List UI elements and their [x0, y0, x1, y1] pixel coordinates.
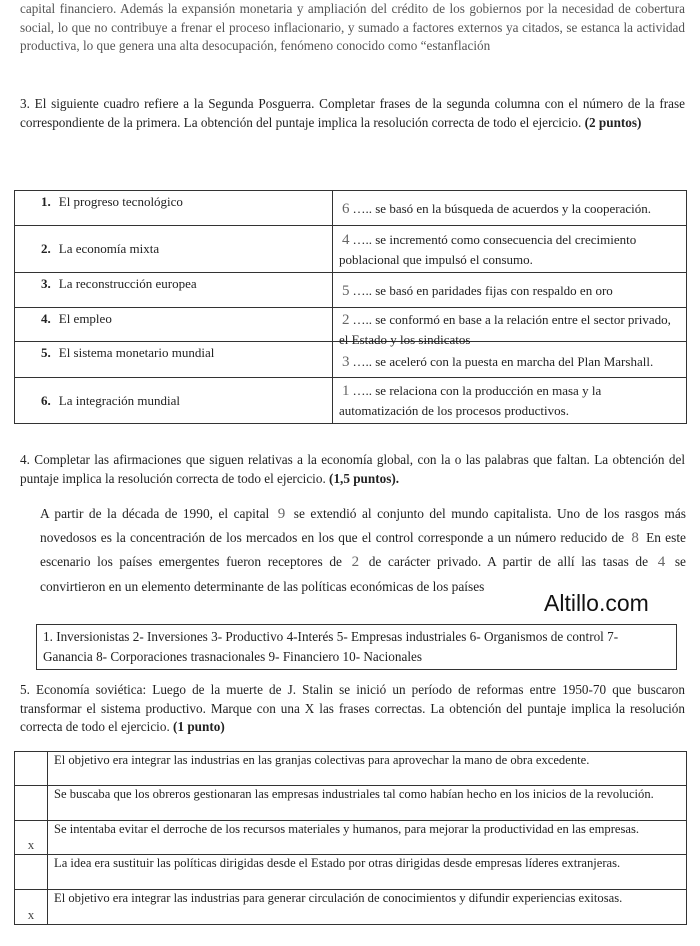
intro-paragraph: capital financiero. Además la expansión monetaria y ampliación del crédito de los gobiernos por la necesidad de cobertura social, lo que no contribuye a frenar el proceso inflacionario, y sumado a factores externos ya citados, se estanca la actividad productiva, lo que genera una alta desocupación, fenómeno conocido como “estanflación — [20, 1, 685, 53]
question-4-prompt — [20, 451, 685, 488]
row-number: 2. — [41, 241, 51, 256]
mark-cell[interactable] — [15, 752, 48, 786]
table-row — [15, 890, 687, 925]
table-row — [15, 273, 687, 308]
answer-number: 5 — [342, 283, 350, 299]
paragraph-text: se extendió al conjunto del mundo capitalista. Uno de los rasgos más novedosos es la concentración de los mercados en los que el control corresponde a un número reducido de — [40, 506, 687, 546]
left-cell — [15, 308, 333, 342]
question-3-points: (2 puntos) — [584, 114, 642, 130]
paragraph-text: En este escenario los países emergentes fueron receptores de — [40, 530, 686, 570]
statement-cell: Se intentaba evitar el derroche de los recursos materiales y humanos, para mejorar la productividad en las empresas. — [48, 821, 687, 855]
table-row — [15, 378, 687, 424]
question-4-points: (1,5 puntos). — [329, 470, 400, 486]
answer-number: 2 — [342, 312, 350, 328]
left-phrase: La integración mundial — [58, 392, 181, 408]
question-5-points: (1 punto) — [173, 719, 225, 734]
question-5-prompt — [20, 681, 685, 737]
question-3-prompt — [20, 95, 685, 132]
blank-answer: 8 — [631, 530, 639, 547]
left-cell — [15, 378, 333, 424]
statement-cell: Se buscaba que los obreros gestionaran las empresas industriales tal como habían hecho en los inicios de la revolución. — [48, 786, 687, 821]
right-phrase: ….. se conformó en base a la relación entre el sector privado, el Estado y los sindicatos — [339, 312, 671, 347]
paragraph-text: de carácter privado. A partir de allí las tasas de — [368, 554, 649, 570]
question-4-text: 4. Completar las afirmaciones que siguen relativas a la economía global, con la o las palabras que faltan. La obtención del puntaje implica la resolución correcta de todo el ejercicio. — [20, 452, 685, 486]
matching-table — [14, 190, 687, 424]
left-cell — [15, 273, 333, 308]
checkbox-table — [14, 751, 687, 925]
right-cell — [333, 191, 687, 226]
watermark-logo: Altillo.com — [544, 590, 649, 616]
answer-number: 3 — [342, 354, 350, 370]
paragraph-text: se convirtieron en un elemento determinante de las políticas económicas de los países — [40, 554, 686, 594]
row-number: 6. — [41, 392, 51, 408]
left-phrase: El empleo — [58, 311, 112, 326]
left-phrase: El sistema monetario mundial — [58, 345, 215, 360]
statement-cell: El objetivo era integrar las industrias en las granjas colectivas para aprovechar la mano de obra excedente. — [48, 752, 687, 786]
question-5-text: 5. Economía soviética: Luego de la muerte de J. Stalin se inició un período de reformas entre 1950-70 que buscaron transformar el sistema productivo. Marque con una X las frases correctas. La obtención del puntaje implica la resolución correcta de todo el ejercicio. — [20, 682, 685, 734]
right-phrase: ….. se basó en la búsqueda de acuerdos y la cooperación. — [352, 201, 652, 216]
row-number: 5. — [41, 345, 51, 360]
left-phrase: El progreso tecnológico — [58, 194, 183, 209]
table-row — [15, 786, 687, 821]
blank-answer: 2 — [351, 554, 360, 571]
right-cell — [333, 273, 687, 308]
table-row — [15, 226, 687, 273]
blank-answer: 9 — [277, 506, 286, 522]
statement-cell: El objetivo era integrar las industrias para generar circulación de conocimientos y difundir experiencias exitosas. — [48, 890, 687, 925]
left-cell — [15, 226, 333, 273]
left-phrase: La reconstrucción europea — [58, 276, 197, 291]
statement-cell: La idea era sustituir las políticas dirigidas desde el Estado por otras dirigidas desde empresas líderes extranjeras. — [48, 855, 687, 890]
right-cell — [333, 308, 687, 347]
blank-answer: 4 — [657, 554, 666, 571]
right-phrase: ….. se aceleró con la puesta en marcha del Plan Marshall. — [352, 354, 654, 369]
question-3-text: 3. El siguiente cuadro refiere a la Segunda Posguerra. Completar frases de la segunda columna con el número de la frase correspondiente de la primera. La obtención del puntaje implica la resolución correcta de todo el ejercicio. — [20, 96, 685, 130]
left-phrase: La economía mixta — [58, 241, 160, 256]
answer-number: 1 — [342, 383, 350, 399]
table-row — [15, 821, 687, 855]
table-row — [15, 191, 687, 226]
right-phrase: ….. se incrementó como consecuencia del crecimiento poblacional que impulsó el consumo. — [339, 232, 637, 267]
mark-cell[interactable] — [15, 855, 48, 890]
paragraph-text: A partir de la década de 1990, el capital — [40, 506, 270, 521]
right-cell — [333, 226, 687, 273]
mark-cell[interactable]: x — [15, 890, 48, 925]
clipped-cell-text — [339, 310, 680, 347]
answer-number: 4 — [342, 232, 350, 248]
word-bank-box: 1. Inversionistas 2- Inversiones 3- Productivo 4-Interés 5- Empresas industriales 6- Organismos de control 7- Ganancia 8- Corporaciones trasnacionales 9- Financiero 10- Nacionales — [36, 624, 677, 670]
right-cell — [333, 378, 687, 424]
left-cell — [15, 191, 333, 226]
table-row — [15, 855, 687, 890]
mark-cell[interactable]: x — [15, 821, 48, 855]
right-phrase: ….. se basó en paridades fijas con respaldo en oro — [352, 283, 613, 298]
answer-number: 6 — [342, 201, 350, 217]
table-row — [15, 308, 687, 342]
mark-cell[interactable] — [15, 786, 48, 821]
table-row — [15, 752, 687, 786]
row-number: 3. — [41, 276, 51, 291]
right-phrase: ….. se relaciona con la producción en masa y la automatización de los procesos productivos. — [339, 383, 602, 418]
left-cell — [15, 342, 333, 378]
fill-in-paragraph — [40, 502, 686, 599]
row-number: 1. — [41, 194, 51, 209]
row-number: 4. — [41, 311, 51, 326]
